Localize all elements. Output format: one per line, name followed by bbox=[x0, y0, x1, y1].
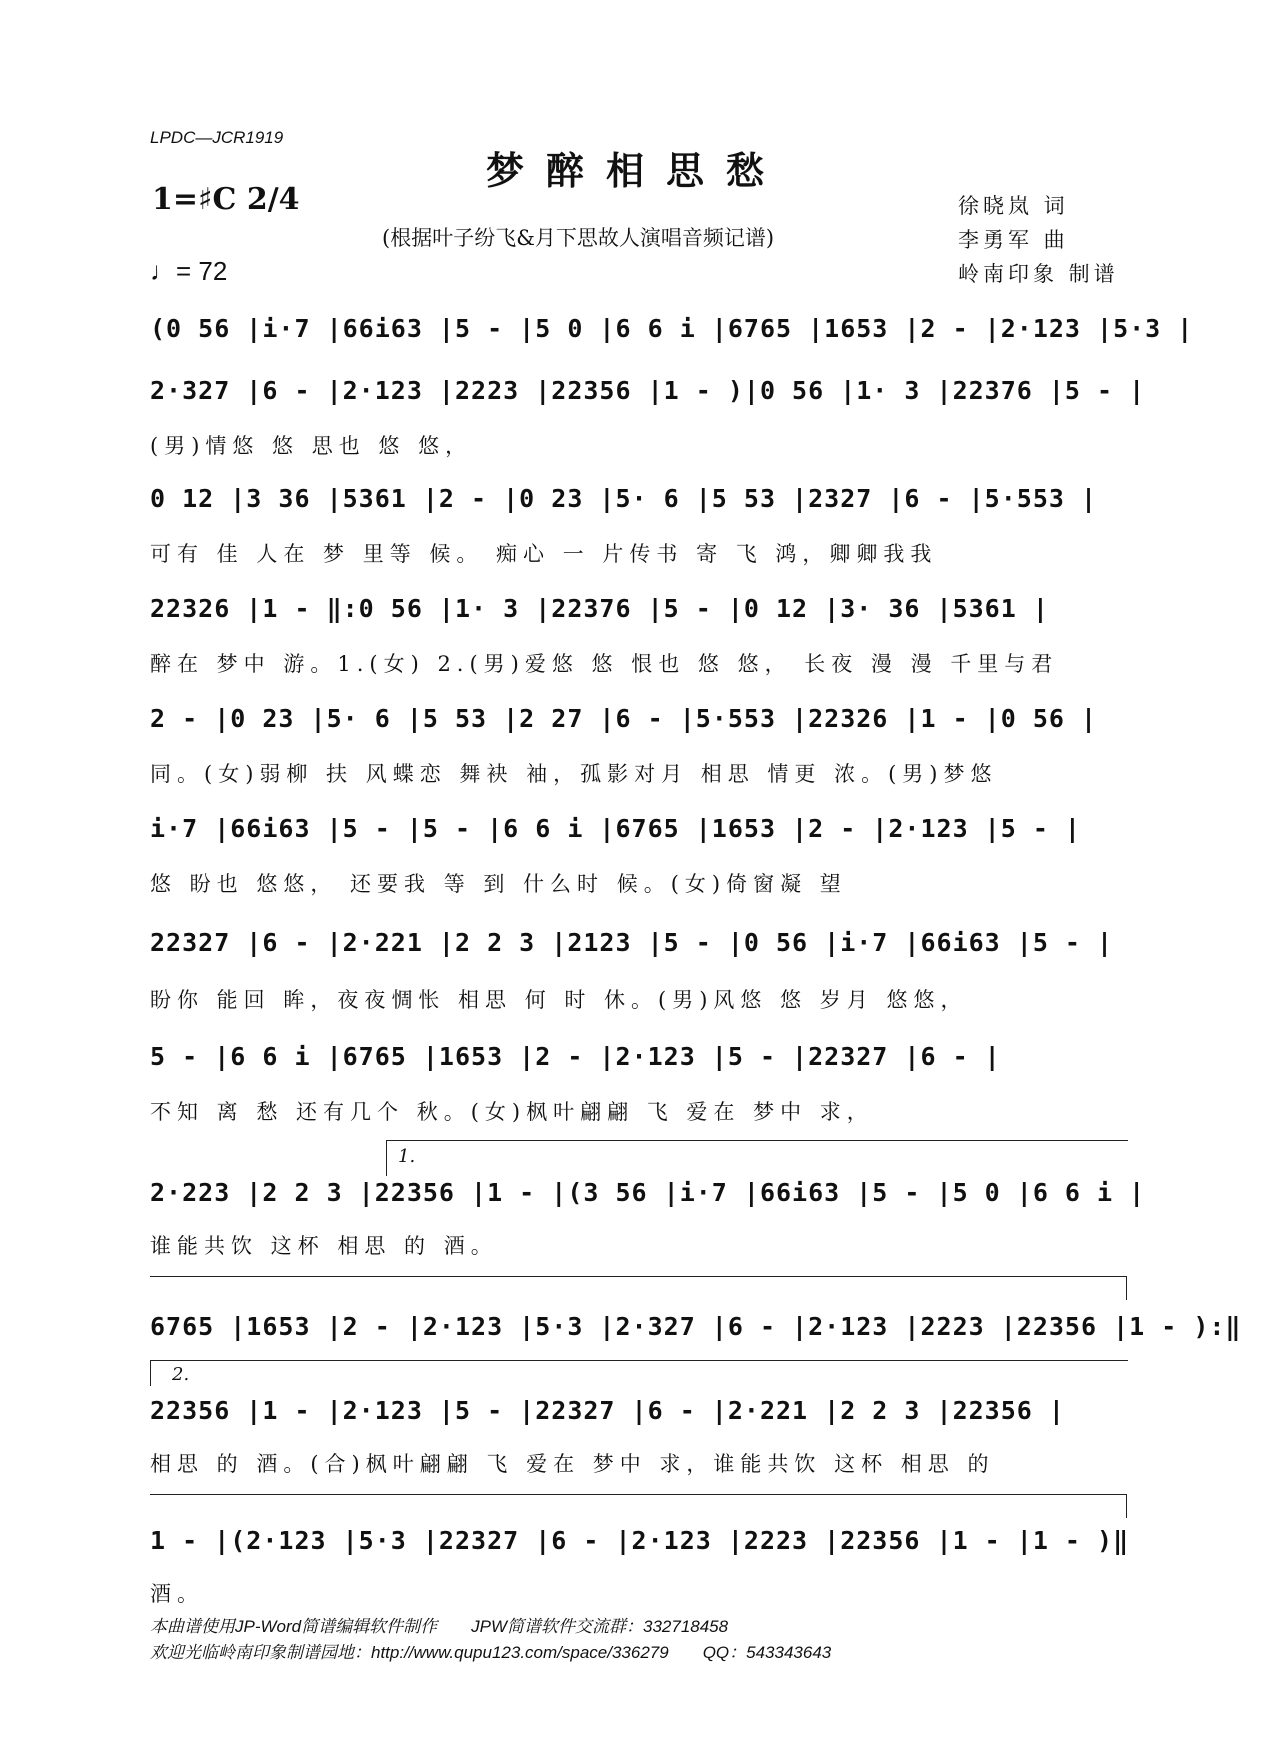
lyric-row: (男)情悠 悠 思也 悠 悠， bbox=[150, 434, 473, 458]
lyric-row: 谁能共饮 这杯 相思 的 酒。 bbox=[150, 1234, 498, 1258]
tempo-marking: ♩= 72 bbox=[150, 256, 228, 286]
notation-row: 22327 |6 - |2·221 |2 2 3 |2123 |5 - |0 56 |i·7 |66i63 |5 - | bbox=[150, 928, 1114, 957]
lyric-row: 同。(女)弱柳 扶 风蝶恋 舞袂 袖，孤影对月 相思 情更 浓。(男)梦悠 bbox=[150, 762, 998, 786]
lyricist-credit: 徐晓岚 词 bbox=[958, 194, 1069, 218]
volta-1-label: 1. bbox=[398, 1146, 416, 1167]
volta-bracket-2-start bbox=[150, 1360, 151, 1386]
volta-bracket-2-continued bbox=[150, 1494, 1126, 1495]
volta-bracket-2 bbox=[150, 1360, 1128, 1361]
lyric-row: 悠 盼也 悠悠， 还要我 等 到 什么时 候。(女)倚窗凝 望 bbox=[150, 872, 847, 896]
footer-software-note: 本曲谱使用JP-Word简谱编辑软件制作 JPW简谱软件交流群：332718458 bbox=[150, 1617, 729, 1636]
composer-credit: 李勇军 曲 bbox=[958, 228, 1069, 252]
volta-bracket-2-end bbox=[1126, 1494, 1127, 1518]
lyric-row: 可有 佳 人在 梦 里等 候。 痴心 一 片传书 寄 飞 鸿，卿卿我我 bbox=[150, 542, 938, 566]
notation-row: i·7 |66i63 |5 - |5 - |6 6 i |6765 |1653 |2 - |2·123 |5 - | bbox=[150, 814, 1081, 843]
score-code: LPDC—JCR1919 bbox=[150, 128, 284, 147]
lyric-row: 醉在 梦中 游。1.(女) 2.(男)爱悠 悠 恨也 悠 悠， 长夜 漫 漫 千里与君 bbox=[150, 652, 1059, 676]
notation-row: 6765 |1653 |2 - |2·123 |5·3 |2·327 |6 - |2·123 |2223 |22356 |1 - ):‖ bbox=[150, 1312, 1242, 1341]
key-signature: 1=♯C 2/4 bbox=[152, 182, 300, 217]
lyric-row: 不知 离 愁 还有几个 秋。(女)枫叶翩翩 飞 爱在 梦中 求， bbox=[150, 1100, 874, 1124]
notation-row: 2 - |0 23 |5· 6 |5 53 |2 27 |6 - |5·553 |22326 |1 - |0 56 | bbox=[150, 704, 1098, 733]
notation-row: 1 - |(2·123 |5·3 |22327 |6 - |2·123 |2223 |22356 |1 - |1 - )‖ bbox=[150, 1526, 1130, 1555]
notation-row: 5 - |6 6 i |6765 |1653 |2 - |2·123 |5 - |22327 |6 - | bbox=[150, 1042, 1001, 1071]
song-title: 梦醉相思愁 bbox=[485, 148, 786, 193]
lyric-row: 酒。 bbox=[150, 1582, 204, 1606]
volta-2-label: 2. bbox=[172, 1364, 190, 1385]
lyric-row: 盼你 能回 眸，夜夜惆怅 相思 何 时 休。(男)风悠 悠 岁月 悠悠， bbox=[150, 988, 968, 1012]
lyric-row: 相思 的 酒。(合)枫叶翩翩 飞 爱在 梦中 求，谁能共饮 这杯 相思 的 bbox=[150, 1452, 995, 1476]
volta-bracket-1 bbox=[386, 1140, 1128, 1141]
arranger-credit: 岭南印象 制谱 bbox=[958, 262, 1119, 286]
volta-bracket-1-continued bbox=[150, 1276, 1126, 1277]
volta-bracket-1-start bbox=[386, 1140, 387, 1176]
notation-row: 2·327 |6 - |2·123 |2223 |22356 |1 - )|0 56 |1· 3 |22376 |5 - | bbox=[150, 376, 1146, 405]
notation-row: (0 56 |i·7 |66i63 |5 - |5 0 |6 6 i |6765 |1653 |2 - |2·123 |5·3 | bbox=[150, 314, 1194, 343]
volta-bracket-1-end bbox=[1126, 1276, 1127, 1300]
subtitle: (根据叶子纷飞&月下思故人演唱音频记谱) bbox=[382, 226, 775, 250]
footer-website-note: 欢迎光临岭南印象制谱园地：http://www.qupu123.com/space/336279 QQ：543343643 bbox=[150, 1643, 832, 1662]
notation-row: 22356 |1 - |2·123 |5 - |22327 |6 - |2·221 |2 2 3 |22356 | bbox=[150, 1396, 1065, 1425]
notation-row: 0 12 |3 36 |5361 |2 - |0 23 |5· 6 |5 53 |2327 |6 - |5·553 | bbox=[150, 484, 1098, 513]
notation-row: 2·223 |2 2 3 |22356 |1 - |(3 56 |i·7 |66i63 |5 - |5 0 |6 6 i | bbox=[150, 1178, 1146, 1207]
notation-row: 22326 |1 - ‖:0 56 |1· 3 |22376 |5 - |0 12 |3· 36 |5361 | bbox=[150, 594, 1049, 623]
